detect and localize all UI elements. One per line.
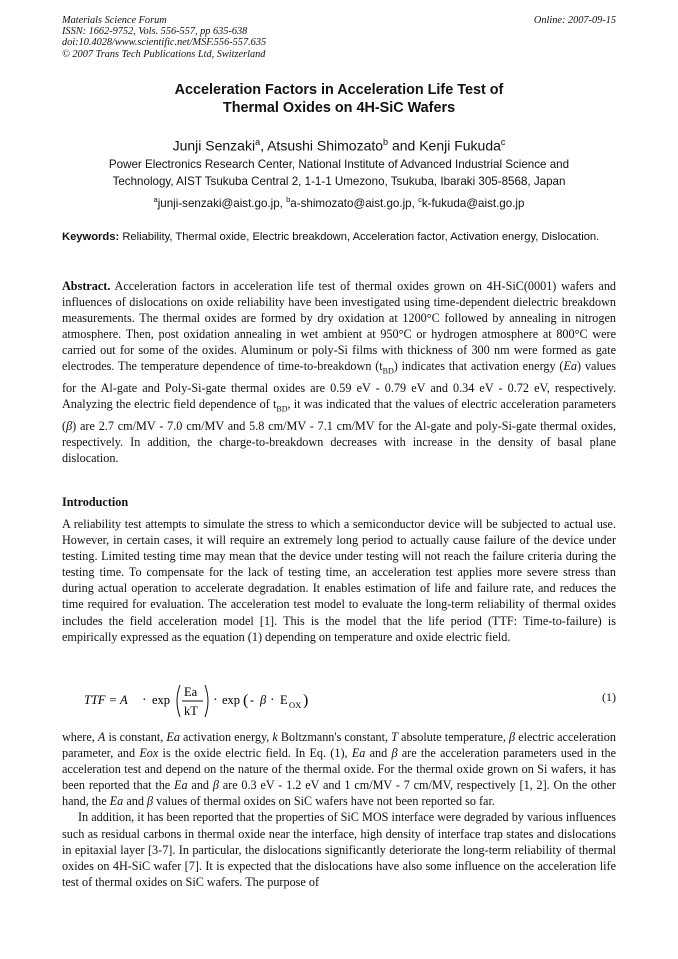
email-2[interactable]: a-shimozato@aist.go.jp,	[290, 196, 419, 210]
text-run: electric acceleration parameter, and	[62, 730, 616, 761]
abstract-text-1: Acceleration factors in acceleration life test of thermal oxides grown on 4H-SiC(0001) wafers and influences of dislocations on oxide reliability have been investigated using time-dependent dielectric breakdown measurements. The thermal oxides are formed by dry oxidation at 1200°C followed by annealing in nitrogen atmosphere. Then, post oxidation annealing in wet ambient at 950°C or hydrogen atmosphere at 800°C were carried out for some of the oxides. Aluminum or poly-Si films with thickness of 300 nm were formed as gate electrodes. The temperature dependence of time-to-breakdown (t	[62, 279, 617, 374]
introduction-paragraph-2: In addition, it has been reported that the properties of SiC MOS interface were degraded by various influences such as residual carbons in thermal oxide near the interface, high density of interface trap states and dislocations in epitaxial layer [3-7]. In particular, the dislocations significantly deteriorate the long-term reliability of thermal oxides on 4H-SiC wafer [7]. It is expected that the dislocations have also some influence on the acceleration life test of thermal oxides on SiC wafers. The purpose of	[62, 810, 616, 889]
paper-title	[62, 82, 616, 117]
author-3-mark: c	[500, 137, 506, 147]
affiliation-line-2: Technology, AIST Tsukuba Central 2, 1-1-1 Umezono, Tsukuba, Ibaraki 305-8568, Japan	[112, 174, 566, 188]
abstract	[62, 278, 616, 466]
title-line-1: Acceleration Factors in Acceleration Life Test of	[174, 82, 504, 98]
abstract-text-4: , it was indicated that the values of electric acceleration parameters (	[62, 397, 616, 433]
text-run: where,	[62, 730, 98, 744]
affiliation-line-1: Power Electronics Research Center, National Institute of Advanced Industrial Science and	[108, 158, 570, 171]
author-2: Atsushi Shimozato	[267, 137, 384, 154]
title-line-2: Thermal Oxides on 4H-SiC Wafers	[222, 99, 456, 116]
eq-big-paren-right	[205, 685, 208, 717]
abstract-text-5: ) are 2.7 cm/MV - 7.0 cm/MV and 5.8 cm/MV - 7.1 cm/MV for the Al-gate and poly-Si-gate thermal oxides, respectively. In addition, the charge-to-breakdown decreases with increase in the density of basal plane dislocation.	[62, 418, 616, 465]
keywords-label: Keywords:	[62, 231, 120, 243]
symbol-a: A	[97, 730, 106, 744]
eq-denominator: kT	[184, 704, 198, 718]
text-run: is constant,	[105, 730, 167, 744]
abstract-text-3: ) values for the Al-gate and Poly-Si-gate thermal oxides are 0.59 eV - 0.79 eV and 0.34 eV - 0.72 eV, respectively. Analyzing the electric field dependence of t	[62, 359, 617, 412]
email-3-mark: c	[418, 195, 422, 204]
copyright-line: © 2007 Trans Tech Publications Ltd, Switzerland	[62, 48, 266, 60]
keywords-text: Reliability, Thermal oxide, Electric breakdown, Acceleration factor, Activation energy, Dislocation.	[122, 231, 600, 243]
doi-line[interactable]: doi:10.4028/www.scientific.net/MSF.556-557.635	[62, 37, 267, 49]
author-3: Kenji Fukuda	[419, 137, 501, 154]
symbol-beta: β	[509, 730, 516, 744]
author-list	[62, 134, 616, 155]
author-2-mark: b	[383, 137, 389, 147]
text-run: are 0.3 eV - 1.2 eV and 1 cm/MV - 7 cm/MV, respectively [1, 2]. On the other hand, the	[62, 778, 616, 809]
email-2-mark: b	[286, 195, 291, 204]
body-text-after-equation	[62, 729, 616, 890]
symbol-beta: β	[212, 778, 219, 793]
eq-exp-1: exp	[152, 693, 171, 707]
email-1[interactable]: junji-senzaki@aist.go.jp,	[157, 196, 287, 210]
eq-dot-1: ·	[142, 693, 147, 708]
email-list	[62, 193, 616, 211]
text-run: and	[365, 746, 392, 761]
eq-numerator: Ea	[184, 685, 198, 699]
text-run: are the acceleration parameters used in the acceleration test and depend on the nature of the thermal oxide. For the thermal oxide grown on Si wafers, it has been reported that the	[62, 746, 616, 793]
author-1: Junji Senzaki	[172, 137, 256, 154]
symbol-ea: Ea	[174, 778, 188, 793]
symbol-beta: β	[146, 794, 154, 809]
keywords	[62, 230, 616, 244]
symbol-ea: Ea	[166, 730, 180, 744]
section-heading-introduction: Introduction	[62, 495, 129, 509]
issn-line: ISSN: 1662-9752, Vols. 556-557, pp 635-638	[62, 26, 248, 38]
equation-number: (1)	[602, 690, 616, 704]
text-run: is the oxide electric field. In Eq. (1),	[158, 746, 352, 761]
abstract-beta: β	[66, 418, 73, 433]
text-run: and	[187, 778, 213, 793]
author-separator: and	[388, 137, 420, 154]
eq-dot-2: ·	[213, 693, 218, 708]
introduction-paragraph-1: A reliability test attempts to simulate the stress to which a semiconductor device will be subjected to actual use. However, in certain cases, it will require an extremely long period to actually cause failure of the device under testing. Limited testing time may mean that the device under testing will not reach the failure criteria during the testing time. To compensate for the lack of testing time, an acceleration test applies more severe stress than during actual operation to accelerate degradation. It enables estimation of life and failure rate, and reduces the time required for evaluation. The acceleration test model to evaluate the long-term reliability of thermal oxides includes the field acceleration model [1]. This is the model that the life period (TTF: Time-to-failure) is empirically expressed as the equation (1) depending on temperature and oxide electric field.	[62, 517, 616, 644]
eq-field-e: E	[280, 693, 288, 707]
affiliation	[62, 157, 616, 190]
eq-exp-2: exp	[222, 693, 241, 707]
definitions-paragraph	[62, 729, 616, 809]
eq-field-sub: OX	[289, 700, 302, 710]
eq-paren-open: (	[243, 692, 249, 709]
abstract-ea: Ea	[563, 359, 578, 374]
text-run: values of thermal oxides on SiC wafers have not been reported so far.	[153, 794, 495, 809]
eq-lhs: TTF = A	[84, 693, 128, 707]
eq-minus: -	[250, 693, 255, 707]
abstract-text-2: ) indicates that activation energy (	[393, 359, 564, 374]
abstract-sub-bd-2: BD	[276, 404, 288, 414]
online-date: Online: 2007-09-15	[533, 15, 616, 26]
symbol-k: k	[272, 730, 278, 744]
eq-dot-3: ·	[270, 693, 275, 708]
symbol-ea: Ea	[109, 794, 124, 809]
eq-paren-close: )	[303, 692, 309, 709]
eq-beta: β	[260, 693, 267, 707]
author-separator: ,	[260, 137, 268, 154]
email-3[interactable]: k-fukuda@aist.go.jp	[421, 196, 525, 210]
text-run: absolute temperature,	[397, 730, 510, 744]
abstract-label: Abstract.	[62, 279, 111, 293]
symbol-ea: Ea	[351, 746, 366, 761]
equation-formula	[84, 677, 404, 725]
symbol-beta: β	[391, 746, 398, 761]
journal-header	[62, 15, 266, 60]
author-1-mark: a	[255, 137, 261, 147]
text-run: and	[123, 794, 147, 809]
eq-big-paren-left	[177, 685, 180, 717]
equation-1	[84, 677, 616, 725]
email-1-mark: a	[153, 195, 158, 204]
journal-name: Materials Science Forum	[62, 15, 167, 26]
text-run: Boltzmann's constant,	[277, 730, 392, 744]
symbol-eox: Eox	[139, 746, 159, 761]
text-run: activation energy,	[179, 730, 273, 744]
symbol-t: T	[391, 730, 398, 744]
abstract-sub-bd: BD	[382, 366, 394, 376]
